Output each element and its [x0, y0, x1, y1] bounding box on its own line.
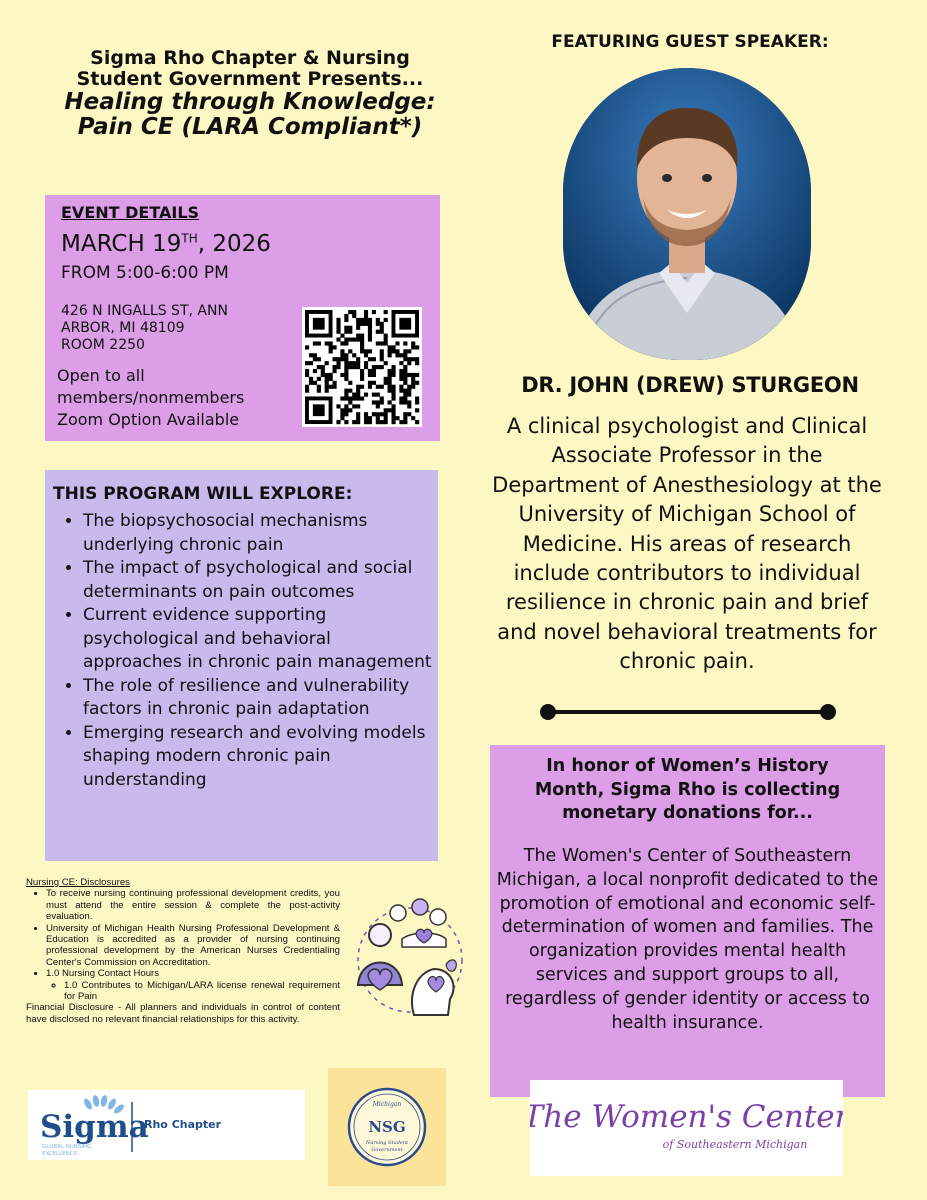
event-address: [61, 303, 261, 354]
title-line-3: Healing through Knowledge:: [64, 88, 436, 115]
speaker-name: DR. JOHN (DREW) STURGEON: [521, 373, 859, 397]
list-item: • Emerging research and evolving models shaping modern chronic pain understanding: [83, 722, 433, 793]
disclosures-title: Nursing CE: Disclosures: [26, 877, 130, 888]
event-date-year: , 2026: [197, 231, 271, 257]
womens-center-wordmark: The Women's Center: [530, 1099, 843, 1135]
title-line-2: Student Government Presents...: [76, 67, 424, 90]
wellbeing-illustration: [350, 895, 465, 1020]
nsg-top-text: Michigan: [372, 1101, 402, 1108]
womens-center-logo: [530, 1080, 843, 1176]
donation-heading: In honor of Women’s History Month, Sigma Rho is collecting monetary donations for...: [534, 756, 841, 823]
list-item: [46, 968, 340, 1002]
nsg-initials: NSG: [368, 1118, 406, 1136]
program-explore-box: [45, 470, 438, 861]
open-line-3: Zoom Option Available: [57, 410, 240, 429]
open-line-2: members/nonmembers: [57, 388, 245, 407]
event-date-suffix: TH: [181, 231, 198, 246]
event-details-heading: EVENT DETAILS: [61, 203, 200, 222]
explore-list: [63, 510, 433, 792]
list-item: • The role of resilience and vulnerability factors in chronic pain adaptation: [83, 675, 433, 722]
sigma-tagline-1: GLOBAL NURSING: [42, 1144, 92, 1150]
event-date-day: MARCH 19: [61, 231, 182, 257]
list-item: • The impact of psychological and social determinants on pain outcomes: [83, 557, 433, 604]
donation-box: [490, 745, 885, 1097]
open-line-1: Open to all: [57, 366, 145, 385]
featuring-label: FEATURING GUEST SPEAKER:: [551, 32, 829, 52]
event-date: [61, 231, 271, 257]
list-item: • Current evidence supporting psychological and behavioral approaches in chronic pain management: [83, 604, 433, 675]
disclosures-list: [26, 888, 340, 1002]
sigma-logo: [28, 1090, 305, 1160]
section-divider: [540, 704, 836, 720]
donation-body: The Women's Center of Southeastern Michigan, a local nonprofit dedicated to the promotion of emotional and economic self-determination of women and families. The organization provides mental health services and support groups to all, regardless of gender identity or access to health insurance.: [496, 846, 879, 1033]
event-title: [20, 48, 480, 140]
nursing-ce-disclosures: [26, 877, 340, 1025]
list-item: ◦ 1.0 Contributes to Michigan/LARA license renewal requirement for Pain: [64, 980, 340, 1003]
address-line-3: ROOM 2250: [61, 337, 145, 353]
speaker-photo: [563, 68, 811, 360]
event-details-box: [45, 195, 440, 441]
address-line-2: ARBOR, MI 48109: [61, 320, 185, 336]
event-access-info: [57, 365, 277, 431]
qr-code[interactable]: [302, 307, 422, 427]
contact-hours: 1.0 Nursing Contact Hours: [46, 968, 160, 980]
speaker-bio: A clinical psychologist and Clinical Associate Professor in the Department of Anesthesiology at the University of Michigan School of Medicine. His areas of research include contributors to individual resilience in chronic pain and brief and novel behavioral treatments for chronic pain.: [492, 414, 882, 674]
nsg-bottom-text-2: Government: [371, 1147, 403, 1153]
sigma-wordmark: Sigma: [40, 1109, 149, 1145]
nsg-logo: [328, 1068, 446, 1186]
address-line-1: 426 N INGALLS ST, ANN: [61, 303, 228, 319]
disclosures-sublist: [46, 980, 340, 1003]
sigma-tagline-2: EXCELLENCE: [42, 1151, 78, 1157]
womens-center-subtitle: of Southeastern Michigan: [662, 1138, 808, 1151]
sigma-chapter-name: Rho Chapter: [144, 1118, 222, 1131]
nsg-bottom-text-1: Nursing Student: [365, 1140, 409, 1146]
list-item: • University of Michigan Health Nursing Professional Development & Education is accredited as a provider of nursing continuing professional development by the American Nurses Credentialing Center's Commission on Accreditation.: [46, 923, 340, 969]
list-item: • The biopsychosocial mechanisms underlying chronic pain: [83, 510, 433, 557]
event-time: FROM 5:00-6:00 PM: [61, 263, 229, 283]
explore-heading: THIS PROGRAM WILL EXPLORE:: [53, 484, 353, 504]
financial-disclosure: Financial Disclosure - All planners and individuals in control of content have disclosed no relevant financial relationships for this activity.: [26, 1002, 340, 1025]
list-item: • To receive nursing continuing professional development credits, you must attend the entire session & complete the post-activity evaluation.: [46, 888, 340, 922]
title-line-4: Pain CE (LARA Compliant*): [77, 114, 423, 141]
title-line-1: Sigma Rho Chapter & Nursing: [90, 47, 410, 69]
